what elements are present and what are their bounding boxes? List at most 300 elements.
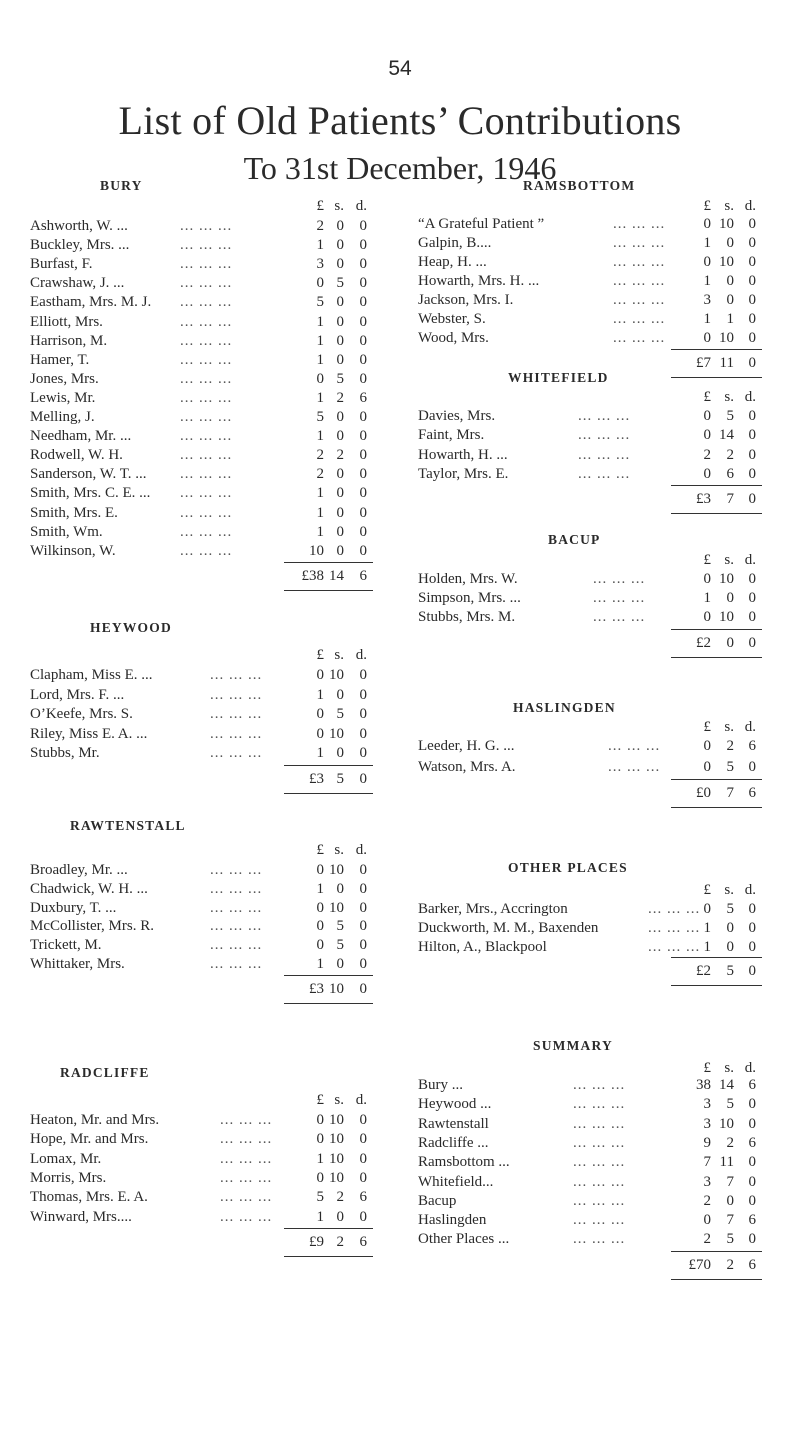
leader-dots: ... ... ... (648, 938, 701, 955)
amount-l: 1 (703, 938, 711, 955)
amount-l: 5 (316, 294, 324, 311)
amount-l: 1 (316, 389, 324, 406)
amount-s: 10 (719, 1115, 734, 1132)
amount-s: 0 (336, 351, 344, 368)
amount-d: 0 (359, 862, 367, 878)
total-underline (671, 1279, 762, 1280)
contributor-name: Morris, Mrs. (30, 1169, 107, 1186)
amount-d: 0 (359, 351, 367, 368)
leader-dots: ... ... ... (210, 899, 263, 916)
section-heading: OTHER PLACES (508, 860, 628, 875)
amount-d: 0 (359, 332, 367, 349)
amount-l: 1 (316, 504, 324, 521)
contributor-name: Hamer, T. (30, 351, 90, 368)
contributor-name: Trickett, M. (30, 937, 102, 954)
amount-d: 0 (359, 466, 367, 483)
amount-d: 0 (359, 956, 367, 972)
currency-header-l: £ (703, 882, 711, 898)
contributor-name: Melling, J. (30, 409, 95, 425)
amount-s: 10 (329, 899, 344, 916)
total-s: 2 (726, 1256, 734, 1273)
amount-d: 0 (359, 937, 367, 954)
contributor-name: Leeder, H. G. ... (418, 738, 515, 754)
contributor-name: Davies, Mrs. (418, 408, 496, 424)
total-l: £0 (696, 785, 711, 801)
currency-header-s: s. (724, 1060, 734, 1076)
leader-dots: ... ... ... (573, 1231, 626, 1248)
amount-l: 1 (316, 523, 324, 540)
amount-l: 1 (316, 745, 324, 761)
leader-dots: ... ... ... (180, 428, 233, 445)
contributor-name: Rawtenstall (418, 1115, 489, 1132)
amount-d: 0 (748, 571, 756, 587)
total-d: 0 (359, 770, 367, 787)
amount-d: 0 (359, 313, 367, 330)
amount-d: 0 (748, 292, 756, 308)
amount-d: 0 (359, 706, 367, 722)
total-underline (284, 1256, 373, 1257)
contributor-name: Duckworth, M. M., Baxenden (418, 919, 599, 936)
amount-d: 0 (748, 901, 756, 917)
currency-header-l: £ (703, 719, 711, 735)
contributor-name: Jackson, Mrs. I. (418, 292, 514, 308)
amount-d: 6 (359, 1189, 367, 1206)
leader-dots: ... ... ... (220, 1208, 273, 1225)
amount-s: 2 (726, 1134, 734, 1151)
contributor-name: Holden, Mrs. W. (418, 571, 518, 587)
leader-dots: ... ... ... (220, 1112, 273, 1128)
amount-s: 5 (336, 370, 344, 387)
amount-s: 1 (726, 311, 734, 327)
currency-header-d: d. (744, 719, 756, 735)
list-item (418, 1152, 763, 1172)
amount-l: 2 (703, 446, 711, 463)
contributor-name: Hilton, A., Blackpool (418, 938, 547, 955)
currency-header-s: s. (724, 719, 734, 735)
amount-l: 1 (316, 1150, 324, 1167)
amount-l: 0 (703, 254, 711, 270)
list-item (418, 1229, 763, 1249)
amount-s: 0 (336, 409, 344, 425)
list-item (418, 1210, 763, 1230)
contributor-name: Burfast, F. (30, 256, 93, 273)
list-item (418, 1191, 763, 1211)
leader-dots: ... ... ... (648, 901, 701, 917)
leader-dots: ... ... ... (210, 686, 263, 703)
amount-l: 3 (703, 292, 711, 308)
amount-l: 0 (703, 571, 711, 587)
amount-l: 5 (316, 409, 324, 425)
amount-l: 1 (316, 428, 324, 445)
amount-d: 0 (359, 745, 367, 761)
amount-s: 0 (336, 956, 344, 972)
amount-l: 0 (316, 1169, 324, 1186)
leader-dots: ... ... ... (180, 218, 233, 234)
amount-l: 1 (703, 919, 711, 936)
leader-dots: ... ... ... (210, 667, 263, 683)
total-d: 6 (748, 785, 756, 801)
amount-s: 10 (719, 609, 734, 626)
contributor-name: Lomax, Mr. (30, 1150, 102, 1167)
contributor-name: Galpin, B.... (418, 235, 492, 251)
contributor-name: Clapham, Miss E. ... (30, 667, 153, 683)
amount-s: 0 (336, 880, 344, 897)
total-d: 0 (748, 491, 756, 508)
contributor-name: Other Places ... (418, 1231, 510, 1248)
contributor-name: Wood, Mrs. (418, 330, 489, 346)
currency-header-s: s. (334, 647, 344, 663)
total-d: 6 (748, 1256, 756, 1273)
currency-header-s: s. (724, 552, 734, 568)
amount-d: 0 (359, 447, 367, 464)
amount-s: 10 (329, 667, 344, 683)
amount-d: 0 (748, 446, 756, 463)
section-summary (418, 0, 763, 1445)
amount-s: 7 (726, 1173, 734, 1190)
list-item (418, 1075, 763, 1095)
amount-s: 5 (726, 758, 734, 775)
amount-s: 0 (726, 938, 734, 955)
currency-header-s: s. (334, 842, 344, 858)
amount-l: 2 (316, 447, 324, 464)
leader-dots: ... ... ... (613, 216, 666, 232)
amount-d: 0 (748, 758, 756, 775)
currency-header-s: s. (724, 198, 734, 214)
amount-s: 10 (719, 571, 734, 587)
contributor-name: Lord, Mrs. F. ... (30, 686, 125, 703)
amount-d: 0 (359, 218, 367, 234)
amount-d: 0 (748, 590, 756, 607)
contributor-name: Needham, Mr. ... (30, 428, 132, 445)
amount-l: 0 (316, 706, 324, 722)
leader-dots: ... ... ... (210, 745, 263, 761)
amount-l: 0 (703, 609, 711, 626)
list-item (418, 1133, 763, 1153)
section-heading: WHITEFIELD (508, 370, 609, 385)
amount-d: 0 (359, 880, 367, 897)
list-item (30, 1149, 367, 1169)
amount-l: 1 (703, 273, 711, 289)
contributor-name: Smith, Wm. (30, 523, 103, 540)
amount-s: 14 (719, 1077, 734, 1093)
leader-dots: ... ... ... (210, 937, 263, 954)
amount-d: 0 (359, 918, 367, 935)
amount-d: 0 (359, 504, 367, 521)
contributor-name: Webster, S. (418, 311, 486, 327)
amount-l: 2 (703, 1231, 711, 1248)
amount-d: 0 (359, 409, 367, 425)
amount-d: 6 (748, 1077, 756, 1093)
leader-dots: ... ... ... (613, 254, 666, 270)
amount-d: 0 (748, 1096, 756, 1113)
amount-s: 10 (719, 216, 734, 232)
total-l: £9 (309, 1233, 324, 1250)
leader-dots: ... ... ... (578, 446, 631, 463)
leader-dots: ... ... ... (573, 1192, 626, 1209)
total-d: 0 (748, 355, 756, 371)
currency-header-d: d. (744, 198, 756, 214)
contributor-name: Ramsbottom ... (418, 1154, 510, 1171)
amount-s: 5 (336, 275, 344, 292)
contributor-name: Ashworth, W. ... (30, 218, 128, 234)
total-l: £38 (301, 567, 324, 584)
amount-d: 6 (748, 1134, 756, 1151)
currency-header-l: £ (316, 647, 324, 663)
leader-dots: ... ... ... (210, 880, 263, 897)
leader-dots: ... ... ... (210, 725, 263, 742)
amount-d: 0 (748, 919, 756, 936)
leader-dots: ... ... ... (210, 862, 263, 878)
amount-l: 0 (703, 901, 711, 917)
amount-l: 1 (316, 880, 324, 897)
amount-s: 5 (336, 937, 344, 954)
list-item (418, 1172, 763, 1192)
contributor-name: Stubbs, Mr. (30, 745, 100, 761)
currency-header-d: d. (355, 1092, 367, 1108)
currency-header-d: d. (744, 552, 756, 568)
contributor-name: McCollister, Mrs. R. (30, 918, 154, 935)
contributor-name: Buckley, Mrs. ... (30, 237, 130, 254)
total-s: 11 (719, 355, 734, 371)
amount-s: 14 (719, 427, 734, 444)
amount-d: 0 (359, 1208, 367, 1225)
leader-dots: ... ... ... (608, 758, 661, 775)
contributor-name: Simpson, Mrs. ... (418, 590, 521, 607)
leader-dots: ... ... ... (180, 332, 233, 349)
leader-dots: ... ... ... (180, 294, 233, 311)
amount-s: 10 (719, 254, 734, 270)
amount-d: 0 (359, 523, 367, 540)
leader-dots: ... ... ... (578, 427, 631, 444)
contributor-name: Elliott, Mrs. (30, 313, 103, 330)
total-l: £2 (696, 634, 711, 651)
leader-dots: ... ... ... (180, 542, 233, 559)
amount-s: 10 (329, 1169, 344, 1186)
contributor-name: Thomas, Mrs. E. A. (30, 1189, 148, 1206)
contributor-name: Eastham, Mrs. M. J. (30, 294, 152, 311)
contributor-name: Chadwick, W. H. ... (30, 880, 148, 897)
contributor-name: Taylor, Mrs. E. (418, 465, 509, 482)
amount-l: 0 (316, 1131, 324, 1148)
contributor-name: Crawshaw, J. ... (30, 275, 125, 292)
total-s: 5 (726, 963, 734, 980)
amount-d: 0 (748, 311, 756, 327)
amount-s: 2 (336, 1189, 344, 1206)
currency-header-d: d. (355, 198, 367, 214)
leader-dots: ... ... ... (608, 738, 661, 754)
amount-d: 0 (748, 427, 756, 444)
amount-l: 3 (703, 1096, 711, 1113)
currency-header-l: £ (316, 842, 324, 858)
leader-dots: ... ... ... (613, 273, 666, 289)
amount-s: 0 (726, 919, 734, 936)
amount-d: 0 (359, 1150, 367, 1167)
total-d: 0 (748, 963, 756, 980)
currency-header-d: d. (744, 1060, 756, 1076)
leader-dots: ... ... ... (220, 1169, 273, 1186)
amount-s: 10 (719, 330, 734, 346)
total-d: 6 (359, 1233, 367, 1250)
amount-l: 1 (703, 235, 711, 251)
amount-l: 1 (703, 590, 711, 607)
list-item (30, 1187, 367, 1207)
total-l: £7 (696, 355, 711, 371)
leader-dots: ... ... ... (578, 465, 631, 482)
amount-l: 0 (316, 275, 324, 292)
amount-l: 38 (696, 1077, 711, 1093)
currency-header-l: £ (703, 198, 711, 214)
leader-dots: ... ... ... (593, 609, 646, 626)
amount-l: 0 (703, 465, 711, 482)
amount-d: 0 (748, 273, 756, 289)
amount-l: 3 (703, 1115, 711, 1132)
amount-l: 2 (703, 1192, 711, 1209)
amount-s: 0 (336, 313, 344, 330)
leader-dots: ... ... ... (180, 409, 233, 425)
amount-s: 0 (336, 686, 344, 703)
list-item (418, 1094, 763, 1114)
amount-s: 10 (329, 1131, 344, 1148)
leader-dots: ... ... ... (573, 1212, 626, 1229)
amount-s: 10 (329, 862, 344, 878)
amount-s: 0 (726, 1192, 734, 1209)
section-heading: BACUP (548, 532, 601, 547)
amount-s: 5 (726, 408, 734, 424)
amount-l: 5 (316, 1189, 324, 1206)
amount-d: 0 (748, 235, 756, 251)
section-heading: RADCLIFFE (60, 1065, 150, 1080)
leader-dots: ... ... ... (180, 504, 233, 521)
amount-s: 2 (336, 447, 344, 464)
amount-l: 0 (316, 370, 324, 387)
currency-header-l: £ (316, 1092, 324, 1108)
contributor-name: Whitefield... (418, 1173, 494, 1190)
amount-s: 0 (336, 428, 344, 445)
currency-header-s: s. (334, 198, 344, 214)
total-s: 7 (726, 491, 734, 508)
amount-s: 0 (726, 273, 734, 289)
list-item (30, 1168, 367, 1188)
contributor-name: Winward, Mrs.... (30, 1208, 132, 1225)
amount-d: 0 (748, 609, 756, 626)
contributor-name: Bury ... (418, 1077, 463, 1093)
leader-dots: ... ... ... (613, 292, 666, 308)
amount-l: 0 (316, 918, 324, 935)
amount-s: 5 (726, 1231, 734, 1248)
amount-s: 10 (329, 1150, 344, 1167)
amount-d: 0 (359, 1112, 367, 1128)
section-heading: SUMMARY (533, 1038, 613, 1053)
amount-d: 0 (748, 1154, 756, 1171)
amount-l: 0 (703, 427, 711, 444)
leader-dots: ... ... ... (573, 1173, 626, 1190)
amount-d: 0 (359, 686, 367, 703)
amount-d: 0 (359, 294, 367, 311)
amount-s: 10 (329, 1112, 344, 1128)
amount-d: 6 (748, 1212, 756, 1229)
amount-d: 0 (359, 899, 367, 916)
amount-l: 0 (703, 738, 711, 754)
contributor-name: Smith, Mrs. E. (30, 504, 118, 521)
contributor-name: Faint, Mrs. (418, 427, 485, 444)
amount-d: 0 (359, 1131, 367, 1148)
amount-l: 0 (316, 667, 324, 683)
total-s: 7 (726, 785, 734, 801)
amount-d: 0 (748, 254, 756, 270)
leader-dots: ... ... ... (210, 706, 263, 722)
leader-dots: ... ... ... (180, 466, 233, 483)
amount-d: 0 (748, 1115, 756, 1132)
leader-dots: ... ... ... (180, 370, 233, 387)
amount-s: 0 (336, 256, 344, 273)
leader-dots: ... ... ... (613, 235, 666, 251)
total-d: 0 (748, 634, 756, 651)
contributor-name: Smith, Mrs. C. E. ... (30, 485, 151, 502)
amount-s: 0 (726, 590, 734, 607)
amount-s: 0 (336, 504, 344, 521)
amount-l: 0 (703, 216, 711, 232)
section-heading: HEYWOOD (90, 620, 172, 635)
contributor-name: Wilkinson, W. (30, 542, 116, 559)
total-s: 5 (336, 770, 344, 787)
amount-s: 0 (336, 485, 344, 502)
amount-d: 0 (359, 1169, 367, 1186)
amount-l: 7 (703, 1154, 711, 1171)
contributor-name: Riley, Miss E. A. ... (30, 725, 148, 742)
contributor-name: Heaton, Mr. and Mrs. (30, 1112, 160, 1128)
contributor-name: Watson, Mrs. A. (418, 758, 516, 775)
currency-header-d: d. (744, 882, 756, 898)
list-item (30, 1129, 367, 1149)
currency-header-d: d. (744, 389, 756, 405)
amount-l: 0 (703, 758, 711, 775)
amount-s: 0 (336, 237, 344, 254)
amount-s: 2 (726, 738, 734, 754)
contributor-name: Whittaker, Mrs. (30, 956, 125, 972)
amount-d: 0 (748, 938, 756, 955)
amount-l: 0 (316, 725, 324, 742)
contributor-name: O’Keefe, Mrs. S. (30, 706, 133, 722)
currency-header-l: £ (703, 552, 711, 568)
contributor-name: Lewis, Mr. (30, 389, 96, 406)
leader-dots: ... ... ... (613, 311, 666, 327)
leader-dots: ... ... ... (220, 1189, 273, 1206)
amount-s: 0 (336, 218, 344, 234)
amount-l: 1 (316, 313, 324, 330)
amount-s: 5 (336, 918, 344, 935)
currency-header-s: s. (724, 389, 734, 405)
total-l: £3 (309, 980, 324, 997)
currency-header-l: £ (316, 198, 324, 214)
amount-d: 6 (359, 389, 367, 406)
amount-d: 0 (359, 667, 367, 683)
contributor-name: Heap, H. ... (418, 254, 487, 270)
amount-s: 5 (726, 901, 734, 917)
amount-d: 0 (359, 485, 367, 502)
amount-l: 1 (316, 686, 324, 703)
total-l: £2 (696, 963, 711, 980)
amount-d: 0 (359, 542, 367, 559)
amount-d: 0 (748, 1173, 756, 1190)
total-s: 10 (329, 980, 344, 997)
contributor-name: Radcliffe ... (418, 1134, 489, 1151)
amount-l: 2 (316, 466, 324, 483)
amount-s: 2 (336, 389, 344, 406)
contributor-name: Barker, Mrs., Accrington (418, 901, 568, 917)
leader-dots: ... ... ... (573, 1134, 626, 1151)
total-s: 0 (726, 634, 734, 651)
contributor-name: “A Grateful Patient ” (418, 216, 545, 232)
